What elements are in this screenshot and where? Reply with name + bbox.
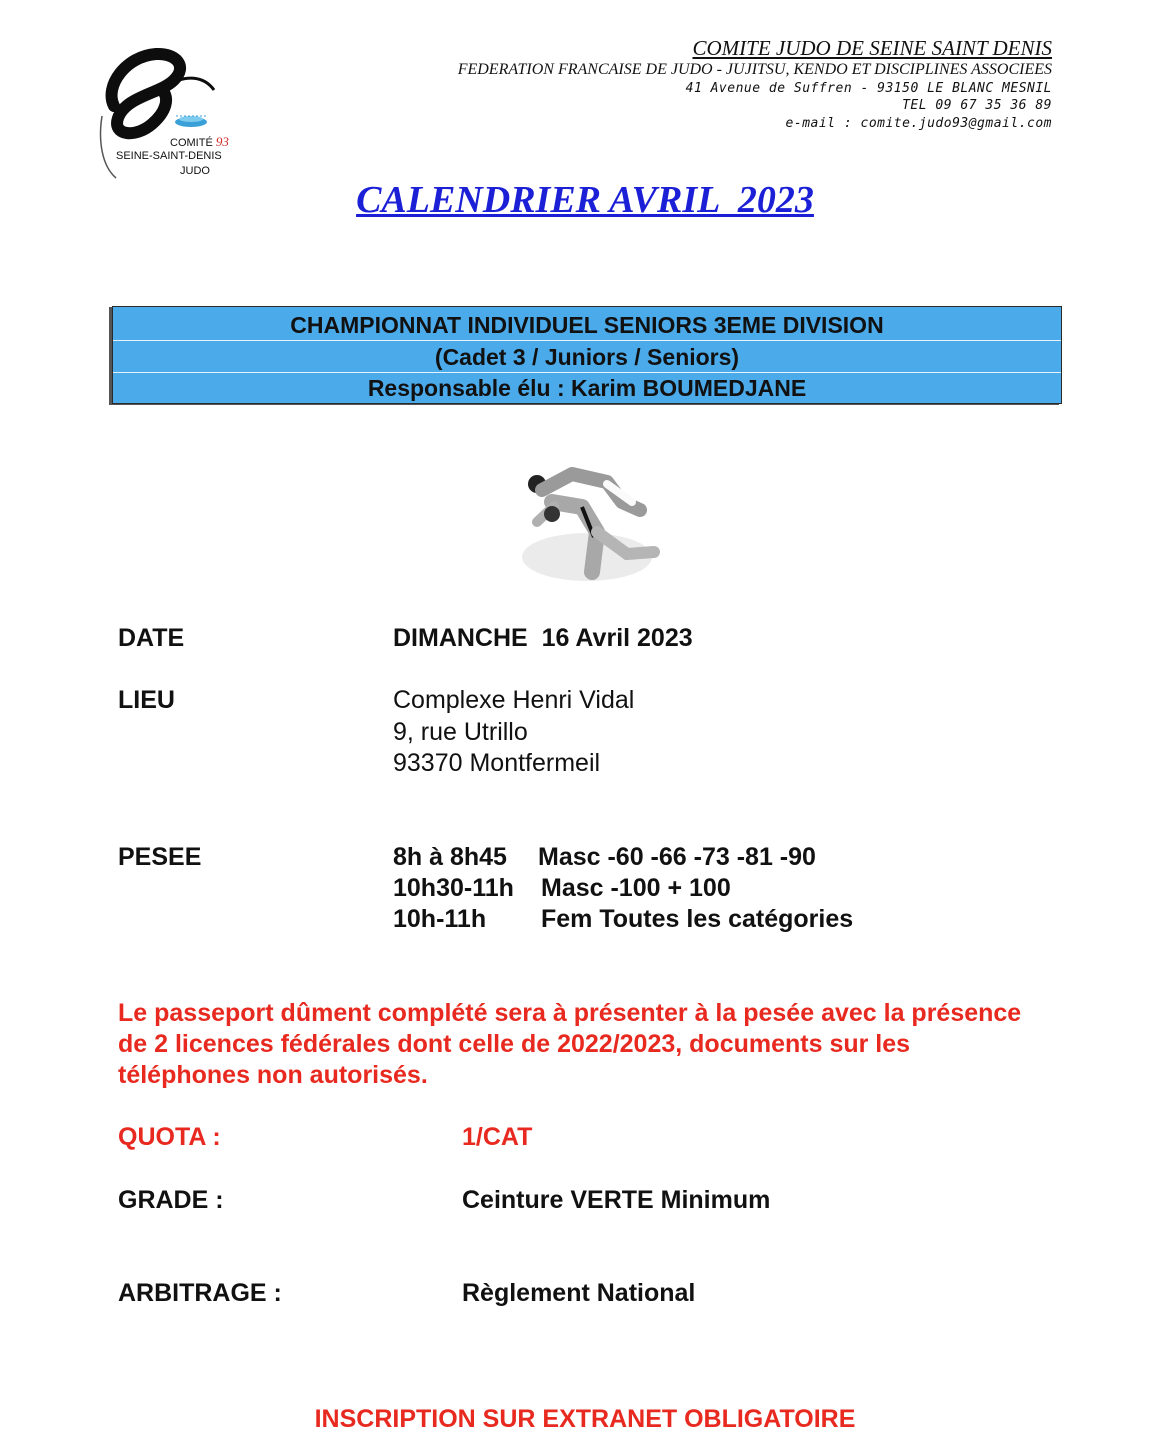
quota-label: QUOTA : <box>118 1123 221 1151</box>
page-title <box>0 178 1170 222</box>
date-value: DIMANCHE 16 Avril 2023 <box>393 624 693 652</box>
grade-label: GRADE : <box>118 1186 224 1214</box>
organization-name: COMITE JUDO DE SEINE SAINT DENIS <box>692 36 1052 60</box>
banner-categories: (Cadet 3 / Juniors / Seniors) <box>434 344 740 370</box>
pesee-desc: Masc -100 + 100 <box>541 874 731 902</box>
pesee-time: 10h30-11h <box>393 874 514 902</box>
lieu-line-city: 93370 Montfermeil <box>393 749 601 777</box>
federation-name: FEDERATION FRANCAISE DE JUDO - JUJITSU, KENDO ET DISCIPLINES ASSOCIEES <box>457 61 1052 78</box>
quota-value: 1/CAT <box>462 1123 533 1151</box>
lieu-line-street: 9, rue Utrillo <box>393 718 528 746</box>
logo-text-judo: JUDO <box>180 165 210 177</box>
page-title-text: CALENDRIER AVRIL 2023 <box>356 179 814 221</box>
pesee-desc: Fem Toutes les catégories <box>541 905 854 933</box>
lieu-label: LIEU <box>118 686 175 714</box>
judo-throw-icon <box>512 462 662 587</box>
pesee-time: 8h à 8h45 <box>393 843 507 871</box>
banner-responsible: Responsable élu : Karim BOUMEDJANE <box>367 375 807 401</box>
banner-divider <box>113 372 1061 373</box>
grade-value: Ceinture VERTE Minimum <box>462 1186 771 1214</box>
banner-divider <box>113 340 1061 341</box>
pesee-desc: Masc -60 -66 -73 -81 -90 <box>538 843 816 871</box>
logo-text-region: SEINE-SAINT-DENIS <box>116 150 222 162</box>
email: e-mail : comite.judo93@gmail.com <box>785 116 1052 131</box>
banner-title: CHAMPIONNAT INDIVIDUEL SENIORS 3EME DIVISION <box>290 312 884 338</box>
date-label: DATE <box>118 624 185 652</box>
pesee-time: 10h-11h <box>393 905 487 933</box>
address: 41 Avenue de Suffren - 93150 LE BLANC MESNIL <box>685 81 1052 96</box>
lieu-line-venue: Complexe Henri Vidal <box>393 686 635 714</box>
arbitrage-label: ARBITRAGE : <box>118 1279 282 1307</box>
arbitrage-value: Règlement National <box>462 1279 696 1307</box>
championship-banner <box>112 306 1062 404</box>
pesee-label: PESEE <box>118 843 202 871</box>
logo-text-comite: COMITÉ 93 <box>170 134 229 149</box>
committee-logo <box>96 46 236 186</box>
logo-emblem-icon <box>96 46 236 186</box>
judo-throw-illustration <box>512 462 662 587</box>
telephone: TEL 09 67 35 36 89 <box>902 98 1052 113</box>
registration-footer: INSCRIPTION SUR EXTRANET OBLIGATOIRE <box>314 1405 856 1433</box>
passport-notice: Le passeport dûment complété sera à présenter à la pesée avec la présence de 2 licences fédérales dont celle de 2022/2023, documents sur les téléphones non autorisés. <box>118 999 1022 1089</box>
